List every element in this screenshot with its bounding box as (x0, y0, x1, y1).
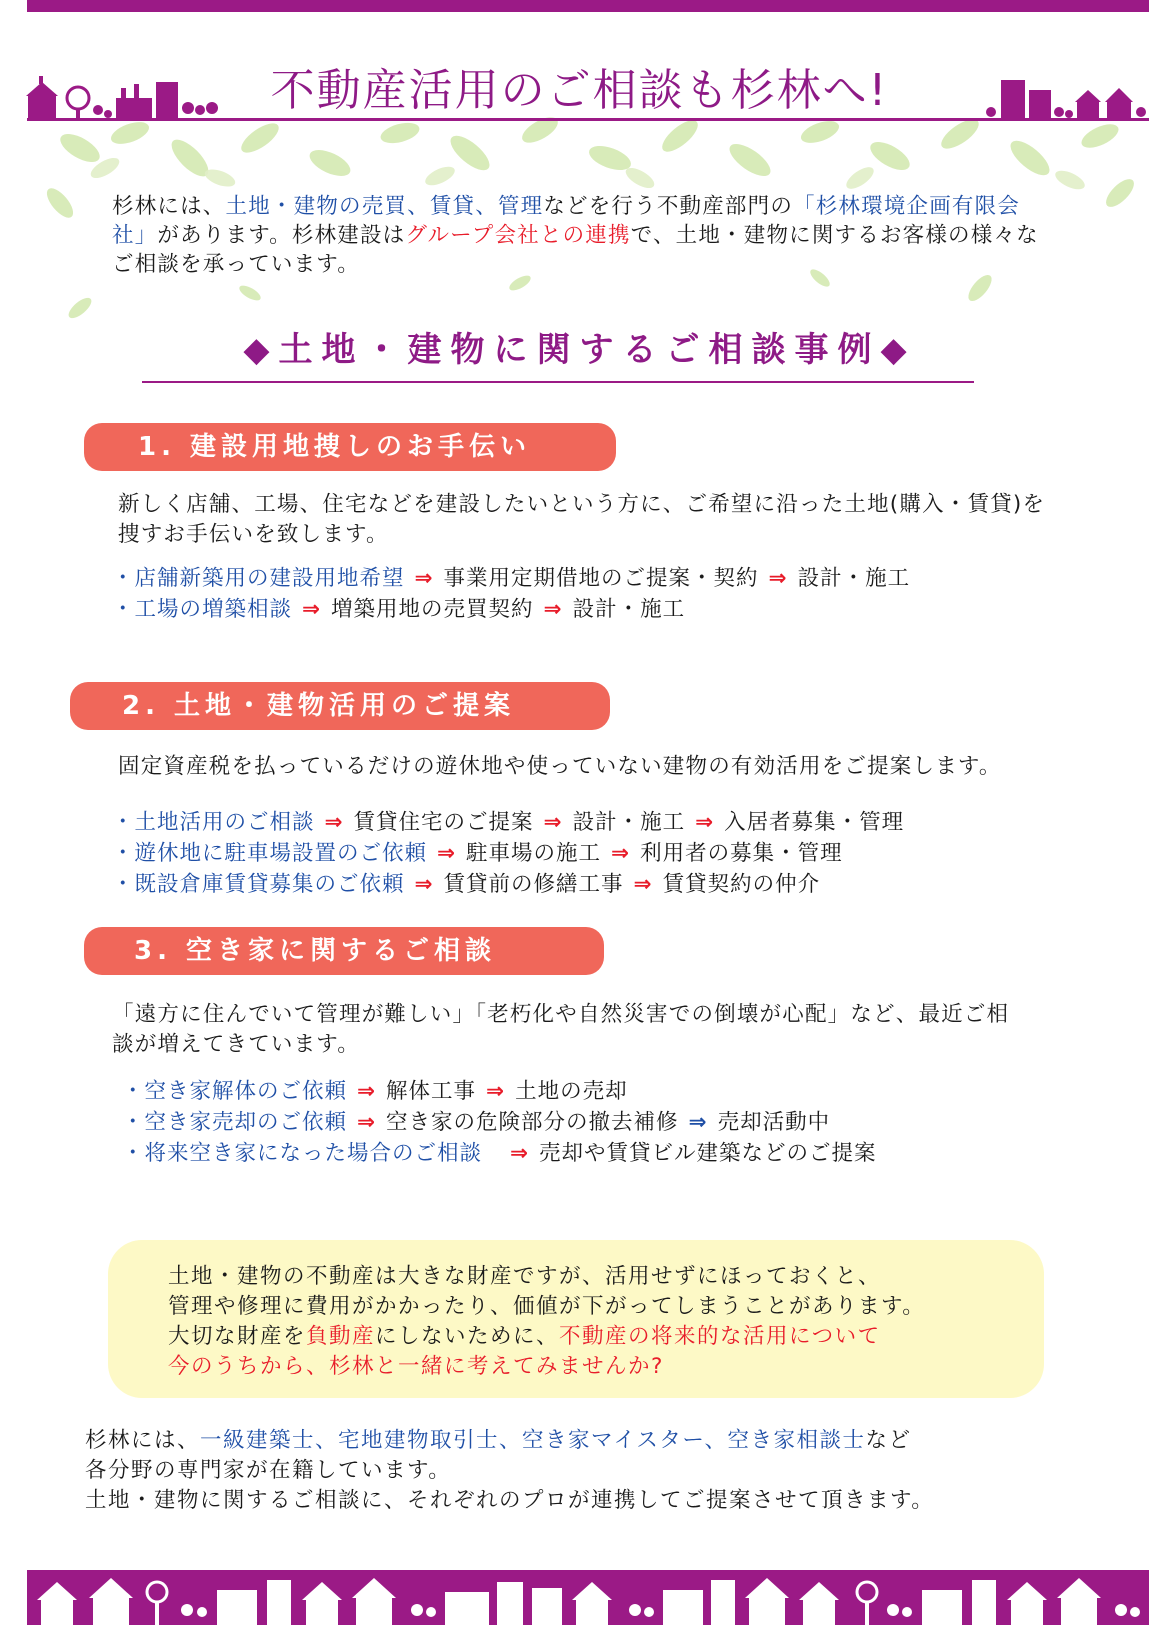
intro-text: 杉林には、 (112, 194, 226, 219)
arrow-icon: ⇒ (486, 1079, 506, 1104)
arrow-icon: ⇒ (768, 566, 788, 591)
list-item: ・空き家解体のご依頼 ⇒ 解体工事 ⇒ 土地の売却 (122, 1079, 628, 1104)
arrow-icon: ⇒ (510, 1141, 530, 1166)
case-2-description: 固定資産税を払っているだけの遊休地や使っていない建物の有効活用をご提案します。 (118, 754, 1002, 779)
note-line: 今のうちから、杉林と一緒に考えてみませんか? (168, 1354, 664, 1379)
note-line: 管理や修理に費用がかかったり、価値が下がってしまうことがあります。 (168, 1294, 926, 1319)
intro-highlight-services: 土地・建物の売買、賃貸、管理 (225, 194, 544, 219)
case-3-heading: 3. 空き家に関するご相談 (84, 927, 604, 975)
intro-highlight-group: グループ会社との連携 (405, 223, 631, 248)
top-border-bar (27, 0, 1149, 12)
note-line: 大切な財産を負動産にしないために、不動産の将来的な活用について (168, 1324, 881, 1349)
section-heading: ◆土地・建物に関するご相談事例◆ (243, 330, 916, 370)
section-underline (142, 381, 974, 383)
closing-highlight-experts: 一級建築士、宅地建物取引士、空き家マイスター、空き家相談士 (200, 1428, 866, 1453)
intro-highlight-company: 「杉林環境企画有限会社」 (112, 194, 1021, 248)
arrow-icon: ⇒ (357, 1079, 377, 1104)
arrow-icon: ⇒ (414, 872, 434, 897)
arrow-icon: ⇒ (302, 597, 322, 622)
list-item: ・既設倉庫賃貸募集のご依頼 ⇒ 賃貸前の修繕工事 ⇒ 賃貸契約の仲介 (112, 872, 821, 897)
intro-text: などを行う不動産部門の (543, 194, 794, 219)
closing-line: 各分野の専門家が在籍しています。 (85, 1458, 452, 1483)
list-item: ・遊休地に駐車場設置のご依頼 ⇒ 駐車場の施工 ⇒ 利用者の募集・管理 (112, 841, 843, 866)
list-item: ・工場の増築相談 ⇒ 増築用地の売買契約 ⇒ 設計・施工 (112, 597, 686, 622)
arrow-icon: ⇒ (437, 841, 457, 866)
closing-paragraph (85, 1426, 1085, 1516)
page-title: 不動産活用のご相談も杉林へ! (270, 65, 889, 116)
case-3-list (122, 1076, 877, 1169)
list-item: ・将来空き家になった場合のご相談 ⇒ 売却や賃貸ビル建築などのご提案 (122, 1141, 877, 1166)
case-1-heading: 1. 建設用地捜しのお手伝い (84, 423, 616, 471)
note-highlight: 負動産 (306, 1324, 376, 1349)
case-1-description: 新しく店舗、工場、住宅などを建設したいという方に、ご希望に沿った土地(購入・賃貸)を捜すお手伝いを致します。 (118, 492, 1046, 547)
arrow-icon: ⇒ (357, 1110, 377, 1135)
list-item: ・土地活用のご相談 ⇒ 賃貸住宅のご提案 ⇒ 設計・施工 ⇒ 入居者募集・管理 (112, 810, 905, 835)
list-item: ・空き家売却のご依頼 ⇒ 空き家の危険部分の撤去補修 ⇒ 売却活動中 (122, 1110, 831, 1135)
closing-line: 土地・建物に関するご相談に、それぞれのプロが連携してご提案させて頂きます。 (85, 1488, 935, 1513)
case-3-description: 「遠方に住んでいて管理が難しい」「老朽化や自然災害での倒壊が心配」など、最近ご相談が増えてきています。 (112, 1002, 1010, 1057)
intro-text: があります。杉林建設は (157, 223, 406, 248)
list-item: ・店舗新築用の建設用地希望 ⇒ 事業用定期借地のご提案・契約 ⇒ 設計・施工 (112, 566, 911, 591)
arrow-icon: ⇒ (543, 810, 563, 835)
note-line: 土地・建物の不動産は大きな財産ですが、活用せずにほっておくと、 (168, 1264, 882, 1289)
case-2-heading: 2. 土地・建物活用のご提案 (70, 682, 610, 730)
intro-paragraph (112, 192, 1052, 279)
arrow-icon: ⇒ (611, 841, 631, 866)
arrow-icon: ⇒ (324, 810, 344, 835)
arrow-icon: ⇒ (688, 1110, 708, 1135)
footer-town-skyline-icon (27, 1570, 1149, 1625)
arrow-icon: ⇒ (633, 872, 653, 897)
arrow-icon: ⇒ (543, 597, 563, 622)
case-2-list (112, 807, 904, 900)
note-highlight: 不動産の将来的な活用について (559, 1324, 881, 1349)
arrow-icon: ⇒ (414, 566, 434, 591)
closing-line: 杉林には、一級建築士、宅地建物取引士、空き家マイスター、空き家相談士など (85, 1428, 912, 1453)
arrow-icon: ⇒ (695, 810, 715, 835)
note-text (168, 1262, 1028, 1382)
intro-text: で、土地・建物に関するお客様の様々なご相談を承っています。 (112, 223, 1039, 277)
case-1-list (112, 563, 910, 625)
title-underline (27, 118, 1149, 121)
